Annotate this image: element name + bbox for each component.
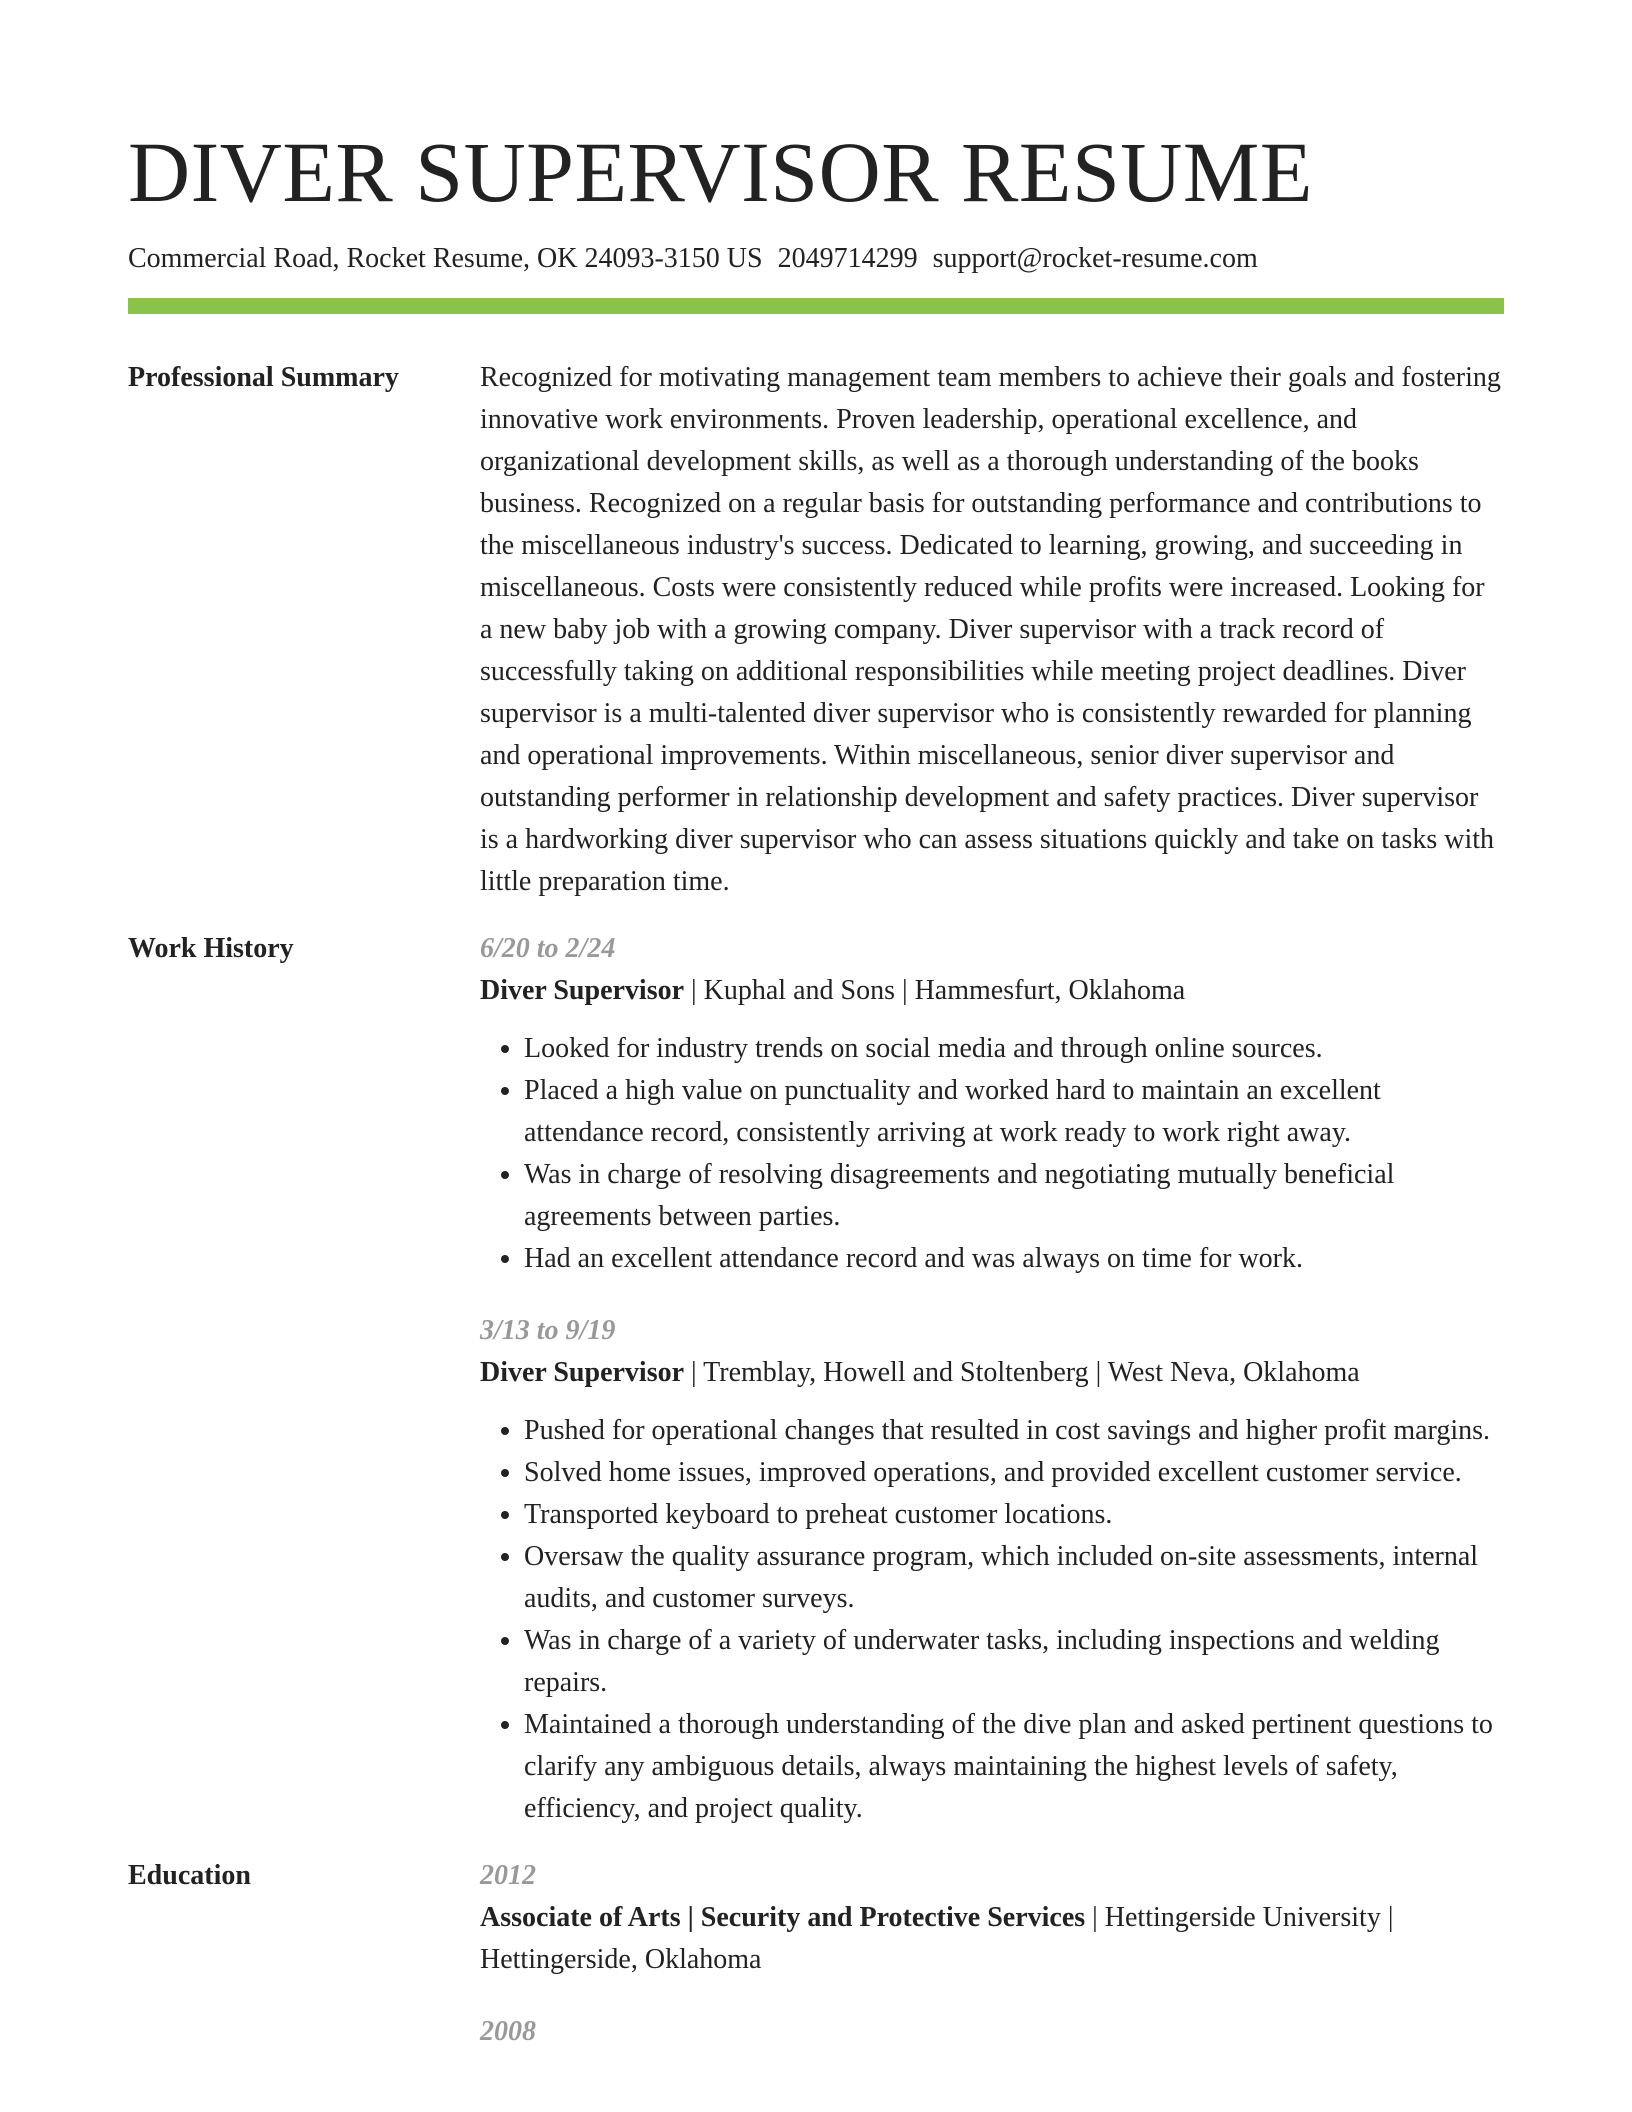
work-history-section: [128, 935, 1504, 1830]
education-year: 2008: [480, 2016, 536, 2047]
work-history-body: [480, 928, 1504, 1830]
contact-line: [128, 240, 1504, 278]
contact-phone: 2049714299: [777, 243, 918, 274]
education-heading: Education: [128, 1860, 251, 1891]
education-body: [480, 1855, 1504, 2053]
job-entry: [480, 1310, 1504, 1830]
job-bullet: • Solved home issues, improved operations, and provided excellent customer service.: [524, 1452, 1504, 1494]
education-entry: [480, 1855, 1504, 1981]
education-entry: [480, 2011, 1504, 2053]
job-title-line: [480, 970, 1504, 1012]
summary-heading: Professional Summary: [128, 362, 399, 393]
job-bullet: • Was in charge of a variety of underwater tasks, including inspections and welding repairs.: [524, 1620, 1504, 1704]
job-bullet: • Was in charge of resolving disagreements and negotiating mutually beneficial agreements between parties.: [524, 1154, 1504, 1238]
job-bullet: • Looked for industry trends on social media and through online sources.: [524, 1028, 1504, 1070]
job-bullet: • Placed a high value on punctuality and worked hard to maintain an excellent attendance record, consistently arriving at work ready to work right away.: [524, 1070, 1504, 1154]
summary-body: [480, 357, 1504, 903]
resume-page: [128, 0, 1504, 2053]
job-role: Diver Supervisor: [480, 1357, 685, 1388]
job-bullet: • Had an excellent attendance record and was always on time for work.: [524, 1238, 1504, 1280]
contact-email: support@rocket-resume.com: [932, 243, 1258, 274]
job-bullet: • Transported keyboard to preheat customer locations.: [524, 1494, 1504, 1536]
header-divider: [128, 298, 1504, 314]
education-details: | Hettingerside University | Hettingerside, Oklahoma: [480, 1902, 1394, 1975]
job-bullet: • Maintained a thorough understanding of the dive plan and asked pertinent questions to clarify any ambiguous details, always maintaining the highest levels of safety, efficiency, and project quality.: [524, 1704, 1504, 1830]
summary-section: [128, 364, 1504, 903]
education-section: [128, 1862, 1504, 2053]
job-dates: 3/13 to 9/19: [480, 1315, 616, 1346]
job-entry: [480, 928, 1504, 1280]
contact-address: Commercial Road, Rocket Resume, OK 24093-3150 US: [128, 243, 763, 274]
resume-title: DIVER SUPERVISOR RESUME: [128, 124, 1313, 220]
job-bullet: • Pushed for operational changes that resulted in cost savings and higher profit margins.: [524, 1410, 1504, 1452]
job-dates: 6/20 to 2/24: [480, 933, 616, 964]
job-details: | Tremblay, Howell and Stoltenberg | West Neva, Oklahoma: [684, 1357, 1360, 1388]
education-degree-line: [480, 1897, 1504, 1981]
education-year: 2012: [480, 1860, 536, 1891]
education-degree: Associate of Arts | Security and Protective Services: [480, 1902, 1086, 1933]
job-bullets: [480, 1410, 1504, 1830]
work-history-heading: Work History: [128, 933, 294, 964]
job-role: Diver Supervisor: [480, 975, 685, 1006]
job-bullets: [480, 1028, 1504, 1280]
job-details: | Kuphal and Sons | Hammesfurt, Oklahoma: [684, 975, 1186, 1006]
summary-text: Recognized for motivating management team members to achieve their goals and fostering innovative work environments. Proven leadership, operational excellence, and organizational development skills, as well as a thorough understanding of the books business. Recognized on a regular basis for outstanding performance and contributions to the miscellaneous industry's success. Dedicated to learning, growing, and succeeding in miscellaneous. Costs were consistently reduced while profits were increased. Looking for a new baby job with a growing company. Diver supervisor with a track record of successfully taking on additional responsibilities while meeting project deadlines. Diver supervisor is a multi-talented diver supervisor who is consistently rewarded for planning and operational improvements. Within miscellaneous, senior diver supervisor and outstanding performer in relationship development and safety practices. Diver supervisor is a hardworking diver supervisor who can assess situations quickly and take on tasks with little preparation time.: [480, 362, 1501, 897]
job-bullet: • Oversaw the quality assurance program, which included on-site assessments, internal audits, and customer surveys.: [524, 1536, 1504, 1620]
job-title-line: [480, 1352, 1504, 1394]
